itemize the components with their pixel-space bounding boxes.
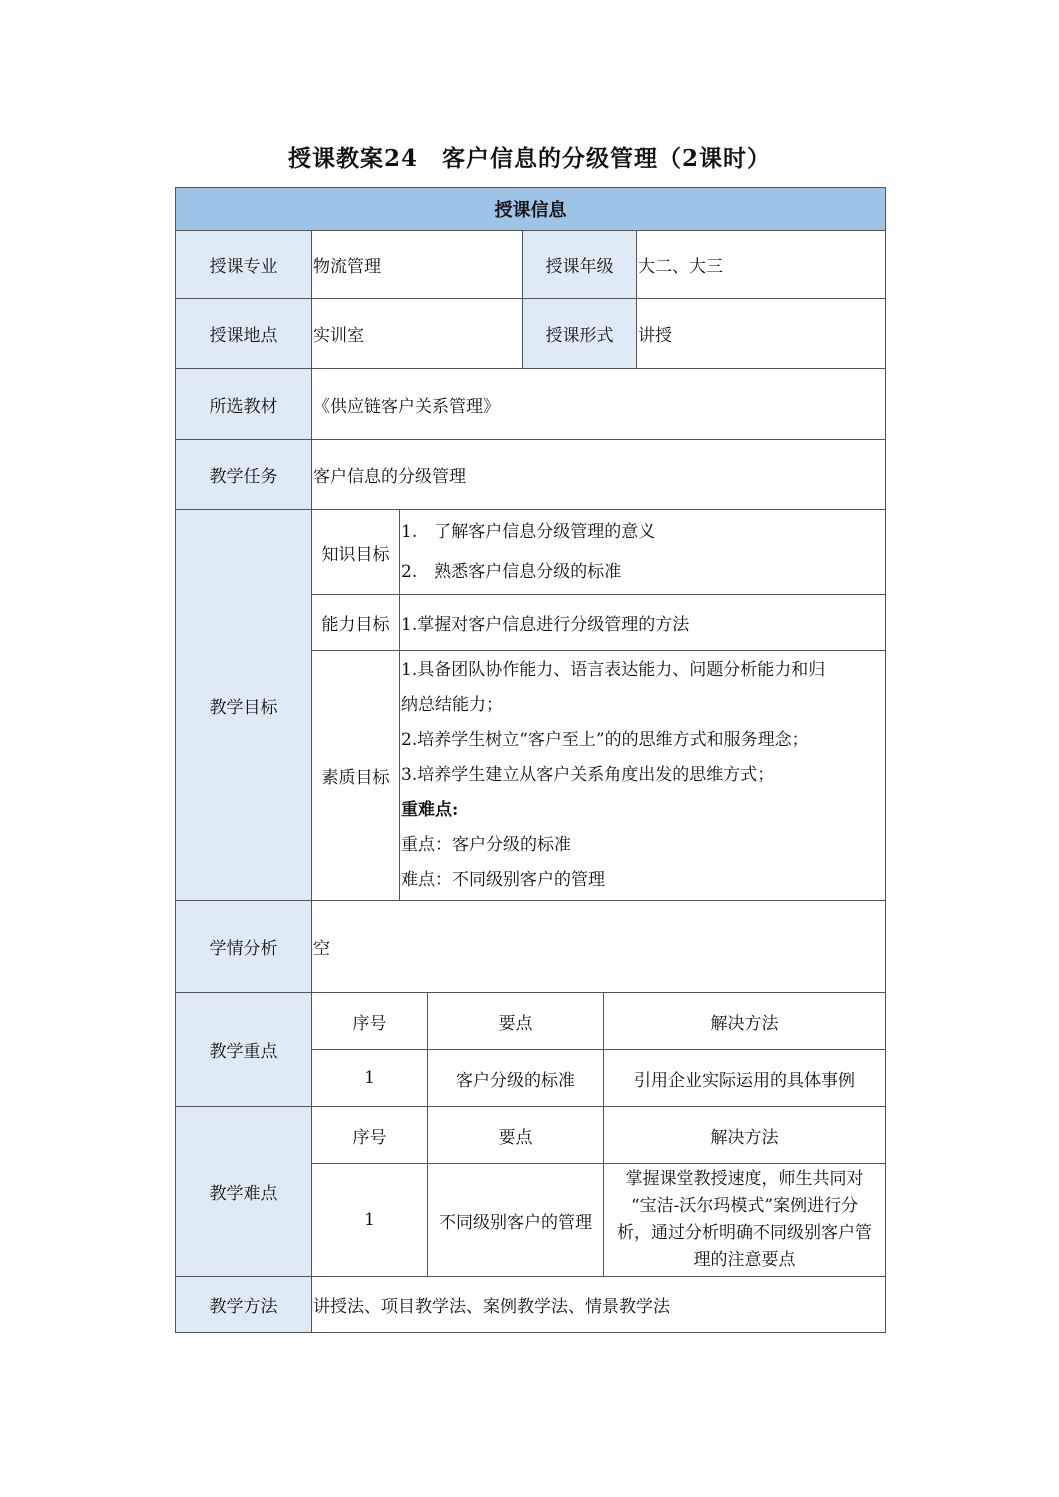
key-row-no: 1 [312,1050,428,1107]
page-title: 授课教案24 客户信息的分级管理（2课时） [287,145,771,172]
major-label: 授课专业 [176,231,312,299]
method-value: 讲授法、项目教学法、案例教学法、情景教学法 [312,1277,886,1333]
list-item: 3.培养学生建立从客户关系角度出发的思维方式； [401,765,775,785]
goals-label: 教学目标 [176,510,312,901]
quality-goal-label: 素质目标 [312,651,400,901]
key-col-point: 要点 [428,993,604,1050]
key-point: 重点：客户分级的标准 [401,835,571,855]
grade-value: 大二、大三 [637,231,886,299]
key-col-solution: 解决方法 [604,993,886,1050]
difficult-row-point: 不同级别客户的管理 [428,1164,604,1277]
place-label: 授课地点 [176,299,312,369]
difficult-col-no: 序号 [312,1107,428,1164]
form-label: 授课形式 [523,299,637,369]
difficult-point: 难点：不同级别客户的管理 [401,870,605,890]
solution-line: “宝洁-沃尔玛模式”案例进行分 [630,1196,859,1216]
key-difficult-title: 重难点: [401,800,459,820]
analysis-label: 学情分析 [176,901,312,993]
textbook-value: 《供应链客户关系管理》 [312,369,886,440]
analysis-value: 空 [312,901,886,993]
ability-goal-value: 1.掌握对客户信息进行分级管理的方法 [400,595,886,651]
list-item: 2.培养学生树立“客户至上”的的思维方式和服务理念； [401,730,809,750]
difficult-col-point: 要点 [428,1107,604,1164]
task-label: 教学任务 [176,440,312,510]
difficult-label: 教学难点 [176,1107,312,1277]
knowledge-goal-label: 知识目标 [312,510,400,595]
place-value: 实训室 [312,299,523,369]
list-item: 1.具备团队协作能力、语言表达能力、问题分析能力和归 [401,660,826,680]
quality-goal-list [400,651,886,901]
list-item: 纳总结能力； [401,695,503,715]
lesson-plan-table [175,187,886,1333]
textbook-label: 所选教材 [176,369,312,440]
list-item: 1. 了解客户信息分级管理的意义 [401,522,656,542]
method-label: 教学方法 [176,1277,312,1333]
difficult-col-solution: 解决方法 [604,1107,886,1164]
list-item: 2. 熟悉客户信息分级的标准 [401,562,622,582]
solution-line: 理的注意要点 [693,1250,796,1270]
difficult-row-solution [604,1164,886,1277]
key-col-no: 序号 [312,993,428,1050]
form-value: 讲授 [637,299,886,369]
task-value: 客户信息的分级管理 [312,440,886,510]
key-row-solution: 引用企业实际运用的具体事例 [604,1050,886,1107]
key-label: 教学重点 [176,993,312,1107]
key-row-point: 客户分级的标准 [428,1050,604,1107]
difficult-row-no: 1 [312,1164,428,1277]
ability-goal-label: 能力目标 [312,595,400,651]
solution-line: 析，通过分析明确不同级别客户管 [617,1223,873,1243]
major-value: 物流管理 [312,231,523,299]
knowledge-goal-list [400,510,886,595]
section-header: 授课信息 [176,188,886,231]
grade-label: 授课年级 [523,231,637,299]
solution-line: 掌握课堂教授速度，师生共同对 [625,1169,864,1189]
